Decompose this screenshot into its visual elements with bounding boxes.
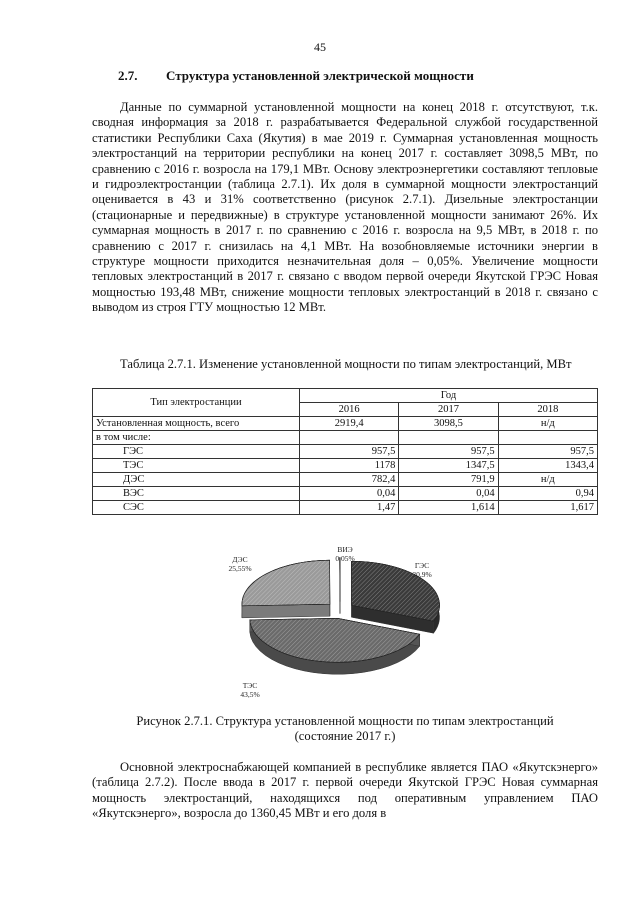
section-title: Структура установленной электрической мощности xyxy=(166,68,474,83)
cell-value: 1343,4 xyxy=(498,459,597,473)
table-header-year-col: 2018 xyxy=(498,403,597,417)
cell-value: 0,04 xyxy=(399,487,498,501)
pie-value-label: 25,55% xyxy=(228,564,252,573)
table-row xyxy=(93,501,598,515)
pie-label: ВИЭ xyxy=(337,545,353,554)
cell-value xyxy=(300,431,399,445)
pie-label: ГЭС xyxy=(414,561,430,570)
cell-value: н/д xyxy=(498,473,597,487)
cell-value: 782,4 xyxy=(300,473,399,487)
cell-value: 0,94 xyxy=(498,487,597,501)
section-heading xyxy=(118,68,474,84)
cell-value: 957,5 xyxy=(300,445,399,459)
figure-caption-line1: Рисунок 2.7.1. Структура установленной мощности по типам электростанций xyxy=(136,714,554,728)
pie-chart xyxy=(210,540,470,710)
table-header-year-col: 2016 xyxy=(300,403,399,417)
row-label: СЭС xyxy=(93,501,300,515)
table-row xyxy=(93,459,598,473)
row-label: в том числе: xyxy=(93,431,300,445)
page-number: 45 xyxy=(314,40,326,54)
cell-value: 957,5 xyxy=(498,445,597,459)
table-row xyxy=(93,473,598,487)
cell-value: н/д xyxy=(498,417,597,431)
figure-caption xyxy=(92,714,598,745)
table-row xyxy=(93,445,598,459)
pie-slice-ДЭС xyxy=(242,560,330,618)
paragraph-2: Основной электроснабжающей компанией в республике является ПАО «Якутскэнерго» (таблица 2.7.2). После ввода в 2017 г. первой очереди Якутской ГРЭС Новая суммарная мощность электростанций, находящихся под оперативным управлением ПАО «Якутскэнерго», возросла до 1360,45 МВт и его доля в xyxy=(92,760,598,821)
cell-value: 1,617 xyxy=(498,501,597,515)
row-label: ТЭС xyxy=(93,459,300,473)
cell-value: 957,5 xyxy=(399,445,498,459)
table-row xyxy=(93,431,598,445)
pie-slice-ТЭС xyxy=(250,618,420,674)
row-label: ВЭС xyxy=(93,487,300,501)
row-label: Установленная мощность, всего xyxy=(93,417,300,431)
table-header-year-col: 2017 xyxy=(399,403,498,417)
cell-value: 3098,5 xyxy=(399,417,498,431)
pie-value-label: 30,9% xyxy=(412,570,432,579)
cell-value xyxy=(399,431,498,445)
cell-value: 1347,5 xyxy=(399,459,498,473)
row-label: ГЭС xyxy=(93,445,300,459)
pie-slice-hatch xyxy=(242,560,330,606)
cell-value: 2919,4 xyxy=(300,417,399,431)
cell-value: 791,9 xyxy=(399,473,498,487)
pie-slice-wall xyxy=(242,604,330,618)
cell-value xyxy=(498,431,597,445)
pie-value-label: 0,05% xyxy=(335,554,355,563)
cell-value: 1,47 xyxy=(300,501,399,515)
table-row xyxy=(93,417,598,431)
pie-label: ДЭС xyxy=(232,555,248,564)
pie-value-label: 43,5% xyxy=(240,690,260,699)
table-row xyxy=(93,487,598,501)
cell-value: 1178 xyxy=(300,459,399,473)
pie-label: ТЭС xyxy=(242,681,258,690)
paragraph-1: Данные по суммарной установленной мощности на конец 2018 г. отсутствуют, т.к. сводная информация за 2018 г. разрабатывается Федеральной службой государственной статистики Республики Саха (Якутия) в мае 2019 г. Суммарная установленная мощность электростанций на территории республики на конец 2017 г. составляет 3098,5 МВт, по сравнению с 2016 г. возросла на 179,1 МВт. Основу электроэнергетики составляют тепловые и гидроэлектростанции (таблица 2.7.1). Их доля в суммарной мощности электростанций оценивается в 43 и 31% соответственно (рисунок 2.7.1). Дизельные электростанции (стационарные и передвижные) в структуре установленной мощности занимают 26%. Их суммарная мощность в 2017 г. по сравнению с 2016 г. возросла на 9,5 МВт, в 2018 г. по сравнению с 2017 г. снизилась на 4,1 МВт. На возобновляемые источники энергии в структуре мощности приходится незначительная доля – 0,05%. Увеличение мощности тепловых электростанций в 2017 г. связано с вводом первой очереди Якутской ГРЭС Новая мощностью 193,48 МВт, снижение мощности тепловых электростанций в 2018 г. связано с выводом из строя ГТУ мощностью 12 МВт. xyxy=(92,100,598,315)
table-header-year: Год xyxy=(300,389,598,403)
figure-caption-line2: (состояние 2017 г.) xyxy=(294,729,396,744)
cell-value: 1,614 xyxy=(399,501,498,515)
table-header-type: Тип электростанции xyxy=(93,389,300,417)
capacity-table xyxy=(92,388,598,515)
cell-value: 0,04 xyxy=(300,487,399,501)
section-number: 2.7. xyxy=(118,68,138,83)
table-caption: Таблица 2.7.1. Изменение установленной мощности по типам электростанций, МВт xyxy=(120,357,572,371)
row-label: ДЭС xyxy=(93,473,300,487)
